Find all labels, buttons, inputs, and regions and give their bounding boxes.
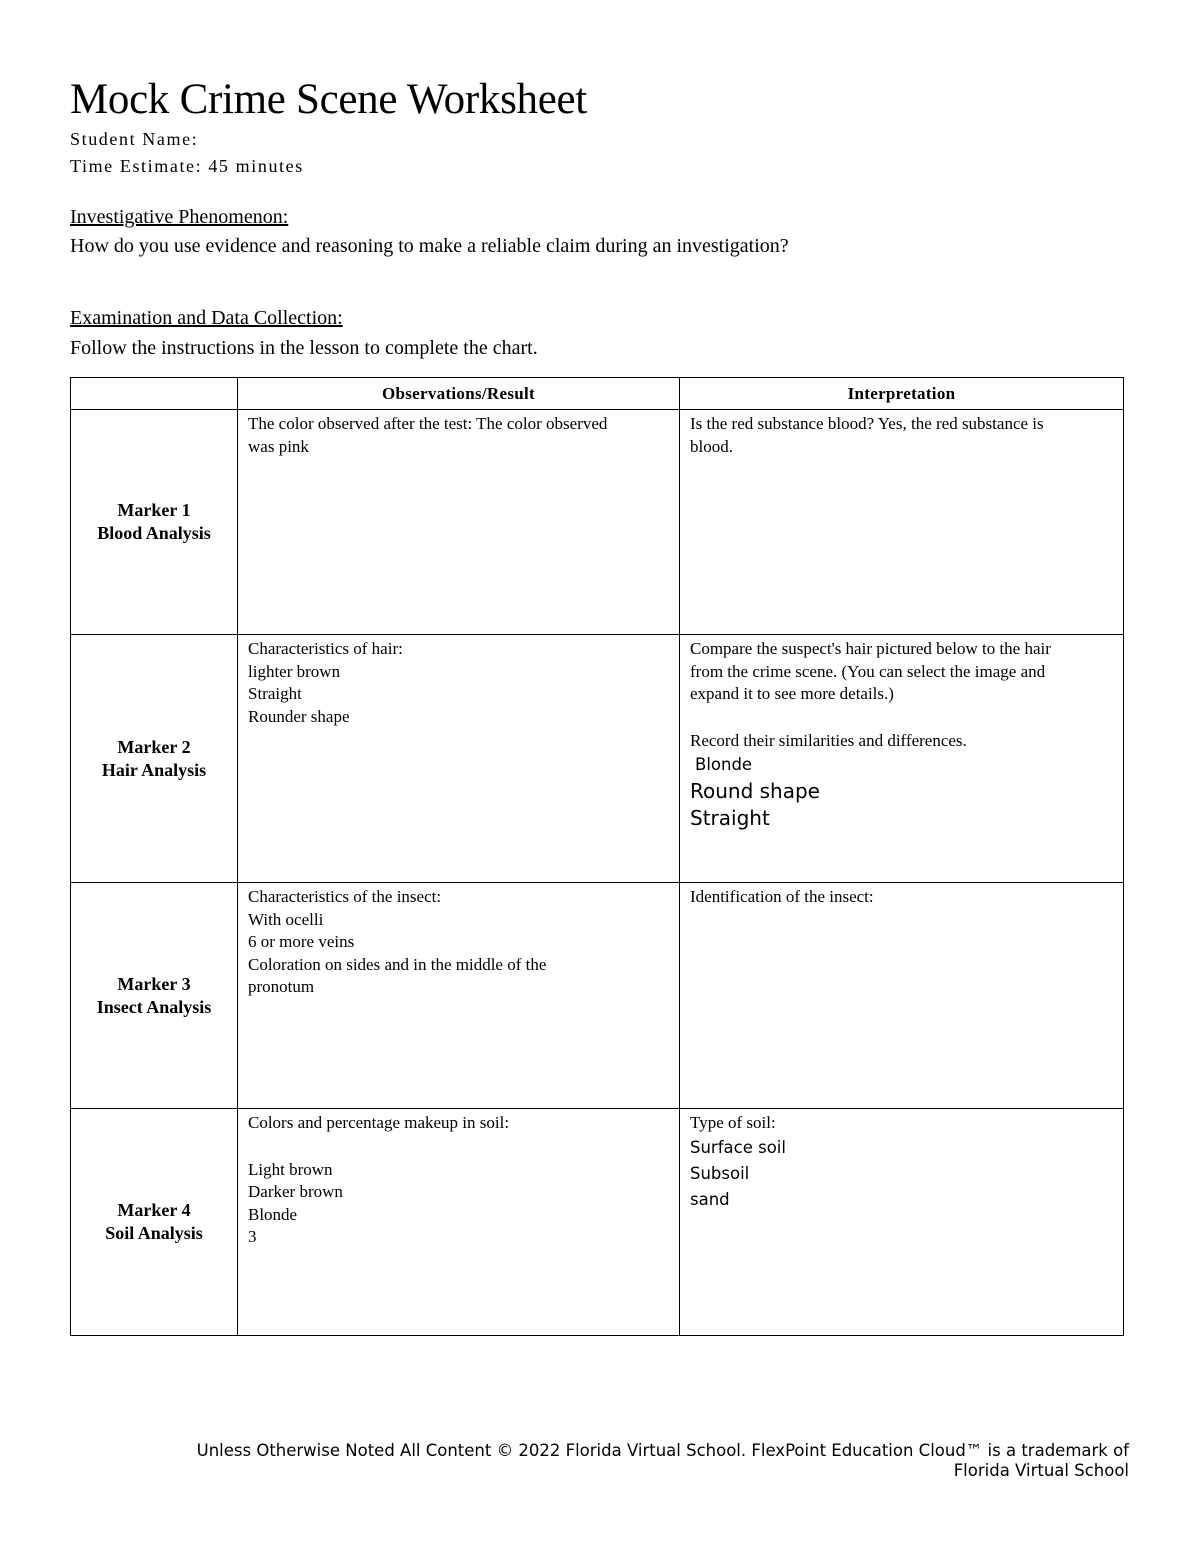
analysis-label: Blood Analysis [97,523,211,543]
interpretation-cell[interactable] [680,1109,1124,1336]
interpretation-prompt: Record their similarities and differences. [690,730,967,750]
answer-line: Round shape [690,779,820,803]
page-title: Mock Crime Scene Worksheet [70,76,587,123]
examination-instructions: Follow the instructions in the lesson to complete the chart. [70,337,538,359]
header-observations: Observations/Result [238,378,680,410]
observation-line: Rounder shape [248,706,350,726]
marker-cell [71,1109,238,1336]
footer-line: Florida Virtual School [953,1461,1129,1480]
marker-cell [71,883,238,1109]
observation-line: pronotum [248,977,315,996]
interpretation-heading: Type of soil: [690,1113,776,1132]
interpretation-cell[interactable] [680,635,1124,883]
observation-line: 6 or more veins [248,932,355,951]
answer-line: Subsoil [690,1163,750,1183]
observations-cell[interactable] [238,635,680,883]
answer-line: sand [690,1189,730,1209]
student-name-label: Student Name: [70,129,199,149]
marker-cell [71,410,238,635]
table-row [71,410,1124,635]
interpretation-line: Identification of the insect: [690,887,874,906]
observation-line: Light brown [248,1159,333,1179]
time-estimate: Time Estimate: 45 minutes [70,156,304,176]
table-row [71,883,1124,1109]
interpretation-line: expand it to see more details.) [690,684,894,703]
observations-cell[interactable] [238,410,680,635]
header-interpretation: Interpretation [680,378,1124,410]
interpretation-cell[interactable] [680,883,1124,1109]
interpretation-line: blood. [690,436,733,456]
analysis-label: Insect Analysis [96,996,212,1017]
table-row [71,635,1124,883]
observations-cell[interactable] [238,883,680,1109]
investigative-heading: Investigative Phenomenon: [70,206,289,228]
interpretation-line: Compare the suspect's hair pictured below to the hair [690,639,1051,658]
analysis-label: Soil Analysis [105,1223,203,1243]
observation-line: Blonde [248,1204,298,1224]
marker-label: Marker 3 [117,973,191,994]
observation-line: lighter brown [248,661,341,681]
interpretation-cell[interactable] [680,410,1124,635]
investigative-question: How do you use evidence and reasoning to make a reliable claim during an investigation? [70,235,789,257]
interpretation-line: from the crime scene. (You can select the image and [690,661,1046,681]
observation-line: With ocelli [248,909,324,929]
answer-line: Straight [690,806,770,830]
footer-line: Unless Otherwise Noted All Content © 2022 Florida Virtual School. FlexPoint Education Cloud™ is a trademark of [196,1441,1129,1460]
table-header-row [71,378,1124,410]
observation-line: Characteristics of the insect: [248,887,442,906]
marker-cell [71,635,238,883]
interpretation-line: Is the red substance blood? Yes, the red substance is [690,414,1044,433]
answer-line: Surface soil [690,1137,786,1157]
observation-line: Straight [248,684,302,703]
observation-line: Darker brown [248,1182,343,1201]
observation-line: 3 [248,1227,257,1246]
answer-line: Blonde [695,755,753,774]
examination-heading: Examination and Data Collection: [70,307,343,329]
observations-cell[interactable] [238,1109,680,1336]
observation-heading: Colors and percentage makeup in soil: [248,1113,510,1132]
marker-label: Marker 2 [117,736,191,757]
header-blank [71,378,238,410]
marker-label: Marker 4 [117,1200,191,1220]
observation-line: was pink [248,436,309,456]
marker-label: Marker 1 [117,500,191,520]
copyright-footer [197,1441,1129,1481]
data-collection-table [70,377,1124,1336]
observation-line: The color observed after the test: The color observed [248,414,608,433]
observation-line: Coloration on sides and in the middle of the [248,954,547,974]
analysis-label: Hair Analysis [101,759,207,780]
table-row [71,1109,1124,1336]
observation-line: Characteristics of hair: [248,639,403,658]
